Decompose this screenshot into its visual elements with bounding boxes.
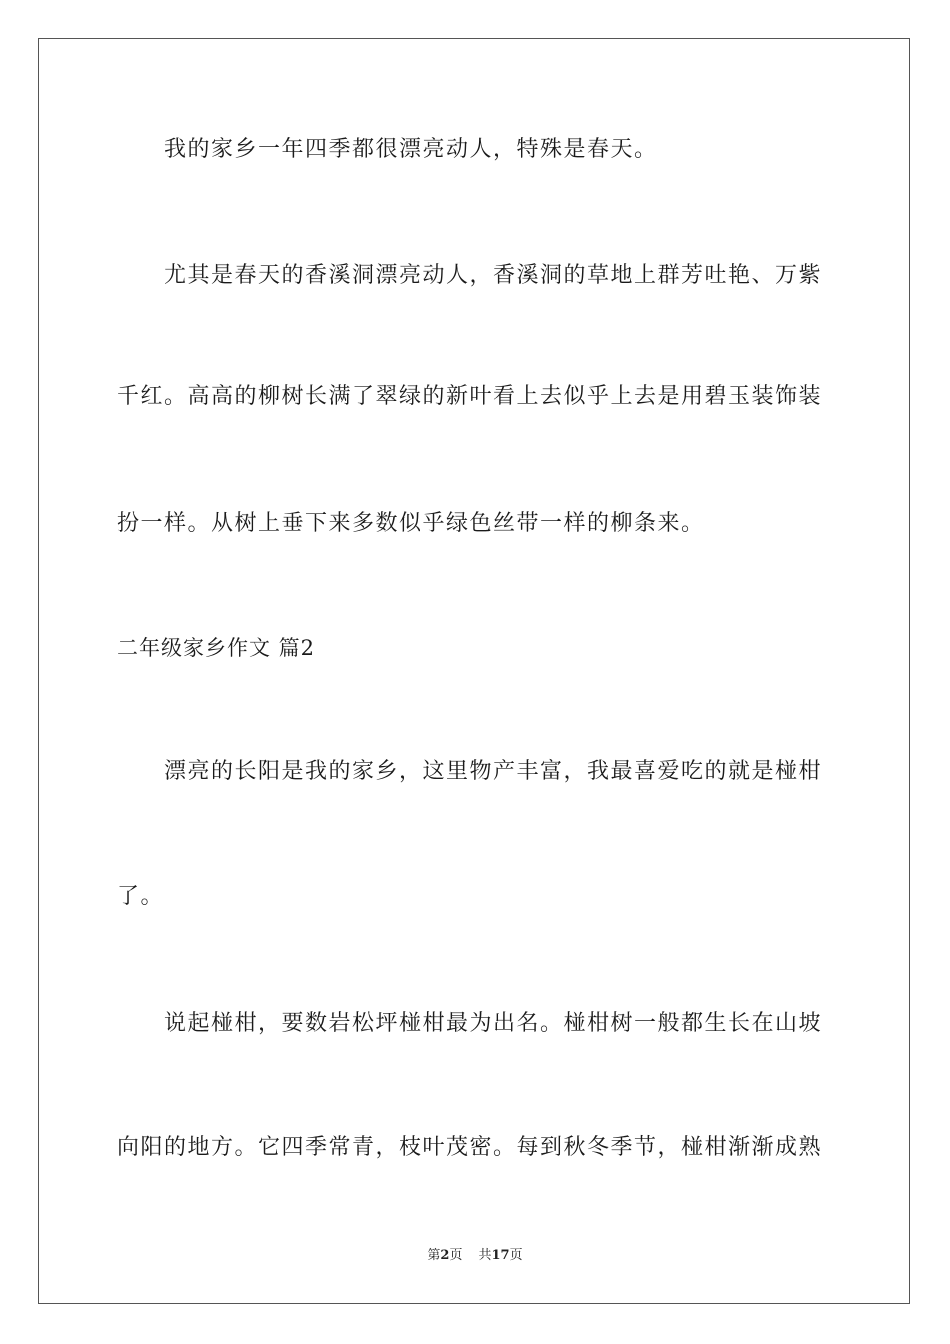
page-prefix: 第 xyxy=(427,1248,441,1263)
total-suffix: 页 xyxy=(509,1248,523,1263)
paragraph-line: 向阳的地方。它四季常青，枝叶茂密。每到秋冬季节，椪柑渐渐成熟 xyxy=(117,1135,823,1160)
page-suffix: 页 xyxy=(449,1248,463,1263)
page-number: 2 xyxy=(440,1248,450,1263)
page-footer xyxy=(0,1247,950,1265)
paragraph-line: 了。 xyxy=(117,884,165,909)
paragraph-line: 漂亮的长阳是我的家乡，这里物产丰富，我最喜爱吃的就是椪柑 xyxy=(164,759,823,784)
section-heading: 二年级家乡作文 篇2 xyxy=(117,636,316,660)
total-prefix: 共 xyxy=(478,1248,492,1263)
total-pages: 17 xyxy=(491,1248,510,1263)
paragraph-line: 千红。高高的柳树长满了翠绿的新叶看上去似乎上去是用碧玉装饰装 xyxy=(117,384,823,409)
paragraph-line: 尤其是春天的香溪洞漂亮动人，香溪洞的草地上群芳吐艳、万紫 xyxy=(164,263,823,288)
page-frame xyxy=(38,38,910,1304)
paragraph-line: 我的家乡一年四季都很漂亮动人，特殊是春天。 xyxy=(164,137,658,162)
paragraph-line: 扮一样。从树上垂下来多数似乎绿色丝带一样的柳条来。 xyxy=(117,511,705,536)
paragraph-line: 说起椪柑，要数岩松坪椪柑最为出名。椪柑树一般都生长在山坡 xyxy=(164,1011,823,1036)
